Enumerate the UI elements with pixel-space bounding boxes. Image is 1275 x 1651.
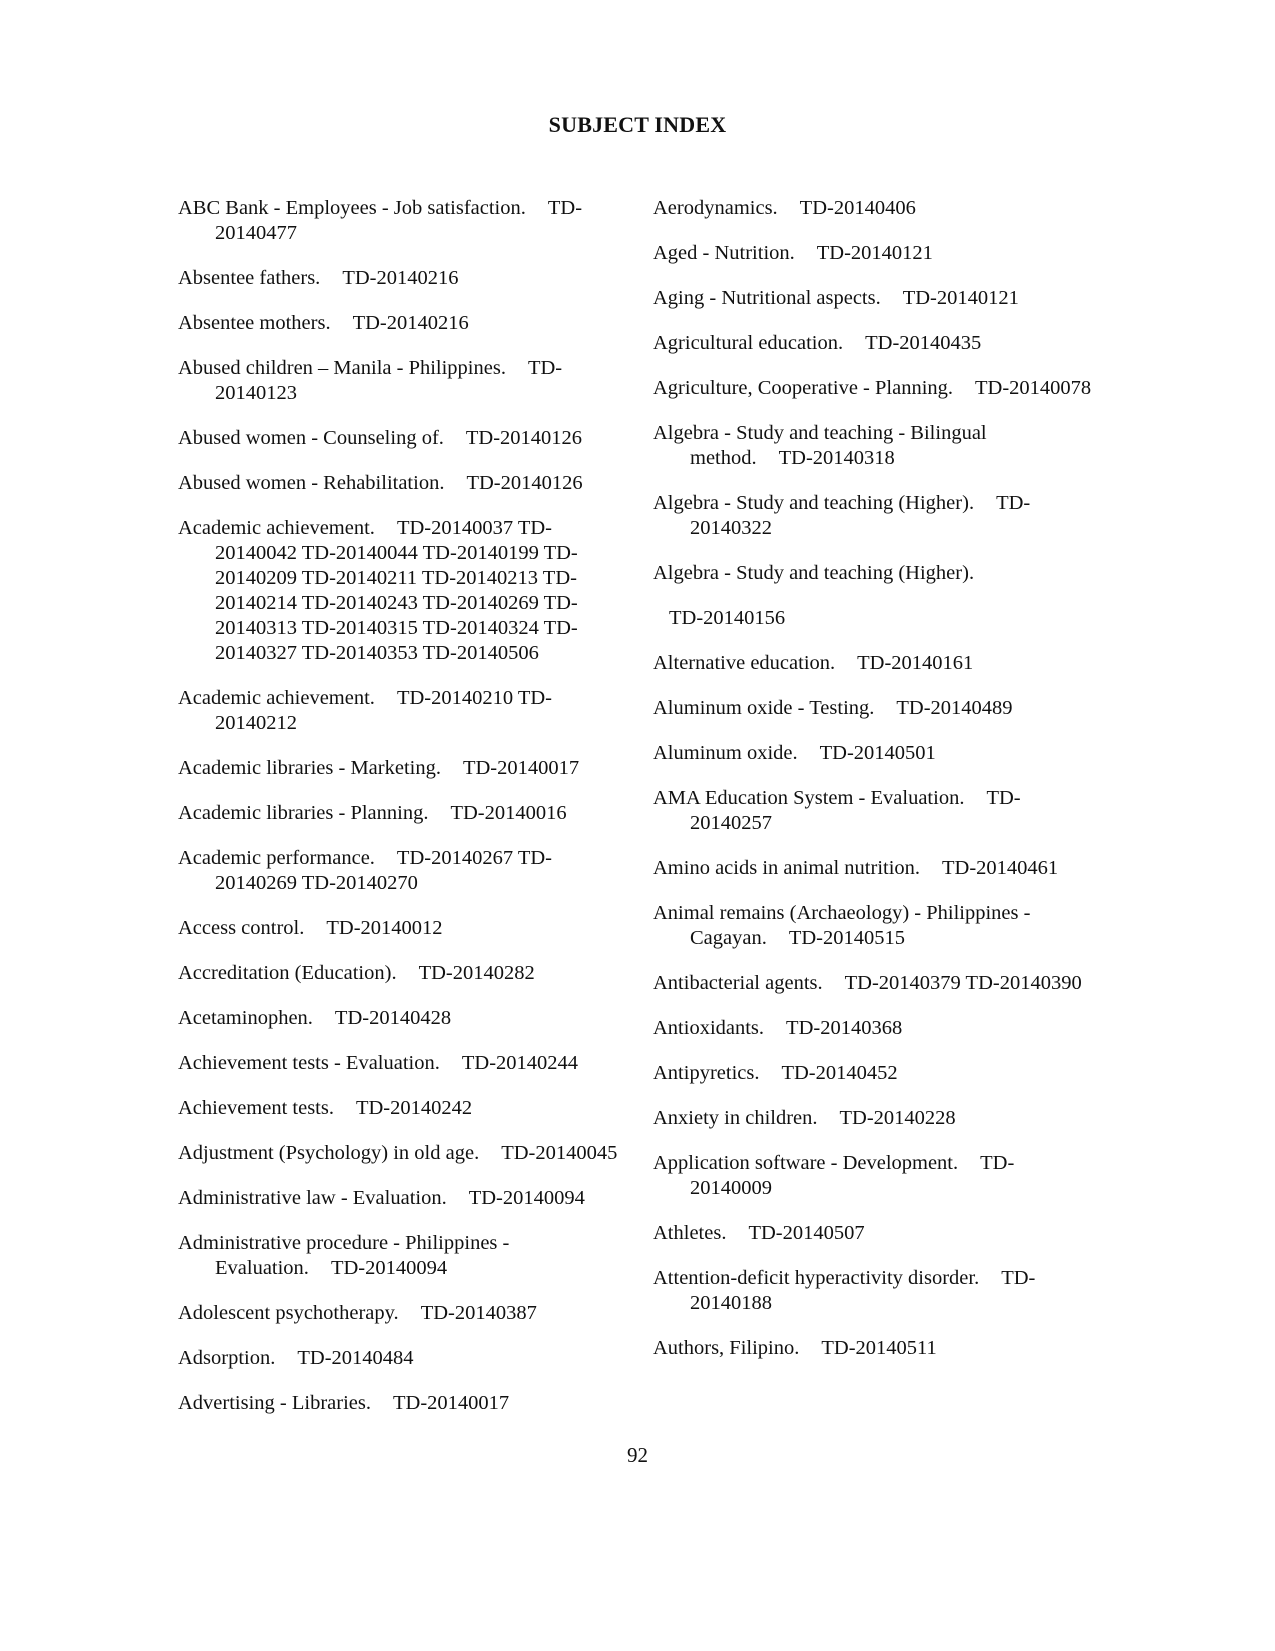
index-entry (653, 901, 1093, 951)
entry-heading: Achievement tests. (178, 1097, 334, 1119)
entry-heading: Absentee fathers. (178, 267, 321, 289)
entry-heading: Antipyretics. (653, 1062, 760, 1084)
entry-heading: Agriculture, Cooperative - Planning. (653, 377, 954, 399)
index-entry (178, 1006, 618, 1031)
entry-heading: Antioxidants. (653, 1017, 765, 1039)
entry-heading: Administrative law - Evaluation. (178, 1187, 447, 1209)
entry-numbers: TD-20140094 (468, 1187, 585, 1209)
index-entry (178, 916, 618, 941)
entry-numbers: TD-20140318 (778, 447, 895, 469)
entry-heading: Adolescent psychotherapy. (178, 1302, 399, 1324)
index-entry (653, 1151, 1093, 1201)
index-entry (178, 1096, 618, 1121)
index-entry (178, 1051, 618, 1076)
index-entry (178, 516, 618, 666)
entry-heading: Adsorption. (178, 1347, 276, 1369)
entry-heading: Accreditation (Education). (178, 962, 397, 984)
index-entry (653, 1336, 1093, 1361)
index-entry (178, 1186, 618, 1211)
index-entry (178, 196, 618, 246)
entry-heading: Abused women - Rehabilitation. (178, 472, 445, 494)
entry-heading: Amino acids in animal nutrition. (653, 857, 921, 879)
index-entry (178, 1391, 618, 1416)
entry-numbers: TD-20140161 (857, 652, 974, 674)
entry-heading: Aged - Nutrition. (653, 242, 795, 264)
entry-numbers: TD-20140126 (466, 472, 583, 494)
entry-numbers: TD-20140078 (975, 377, 1092, 399)
entry-numbers: TD-20140477 (215, 197, 583, 244)
index-entry (653, 786, 1093, 836)
entry-numbers: TD-20140216 (352, 312, 469, 334)
entry-numbers: TD-20140121 (902, 287, 1019, 309)
entry-heading: Athletes. (653, 1222, 727, 1244)
entry-heading: Aging - Nutritional aspects. (653, 287, 881, 309)
entry-heading: Acetaminophen. (178, 1007, 313, 1029)
index-entry (653, 856, 1093, 881)
entry-numbers: TD-20140379 TD-20140390 (844, 972, 1082, 994)
index-entry (178, 686, 618, 736)
index-column-left (178, 196, 618, 1436)
index-entry (653, 606, 1093, 631)
page-number: 92 (627, 1443, 648, 1467)
entry-numbers: TD-20140094 (330, 1257, 448, 1279)
index-entry (178, 801, 618, 826)
index-entry (178, 311, 618, 336)
entry-numbers: TD-20140242 (355, 1097, 473, 1119)
index-entry (178, 846, 618, 896)
entry-numbers: TD-20140121 (816, 242, 933, 264)
entry-heading: Attention-deficit hyperactivity disorder. (653, 1267, 980, 1289)
index-entry (178, 1141, 618, 1166)
index-column-right (653, 196, 1093, 1381)
entry-heading: Academic achievement. (178, 517, 375, 539)
entry-numbers: TD-20140257 (690, 787, 1021, 834)
entry-heading: Alternative education. (653, 652, 836, 674)
entry-numbers: TD-20140123 (215, 357, 563, 404)
entry-heading: Animal remains (Archaeology) - Philippines - Cagayan. (653, 902, 1036, 949)
index-entry (178, 1346, 618, 1371)
entry-numbers: TD-20140428 (334, 1007, 452, 1029)
entry-heading: Algebra - Study and teaching (Higher). (653, 562, 975, 584)
index-entry (653, 696, 1093, 721)
index-entry (178, 1301, 618, 1326)
index-entry (653, 376, 1093, 401)
entry-numbers: TD-20140507 (748, 1222, 865, 1244)
index-entry (178, 426, 618, 451)
entry-numbers: TD-20140244 (461, 1052, 579, 1074)
entry-numbers: TD-20140017 (393, 1392, 510, 1414)
entry-heading: Absentee mothers. (178, 312, 331, 334)
entry-heading: Algebra - Study and teaching - Bilingual method. (653, 422, 992, 469)
entry-numbers: TD-20140511 (821, 1337, 937, 1359)
entry-numbers: TD-20140452 (781, 1062, 898, 1084)
entry-numbers: TD-20140188 (690, 1267, 1036, 1314)
entry-heading: Aluminum oxide - Testing. (653, 697, 875, 719)
index-entry (178, 266, 618, 291)
entry-heading: Adjustment (Psychology) in old age. (178, 1142, 480, 1164)
index-entry (653, 196, 1093, 221)
entry-heading: Application software - Development. (653, 1152, 959, 1174)
index-entry (178, 1231, 618, 1281)
entry-heading: Academic libraries - Marketing. (178, 757, 441, 779)
entry-numbers: TD-20140228 (839, 1107, 956, 1129)
index-entry (653, 971, 1093, 996)
index-entry (653, 1221, 1093, 1246)
index-entry (653, 421, 1093, 471)
entry-numbers: TD-20140282 (418, 962, 535, 984)
index-entry (178, 756, 618, 781)
page-title: SUBJECT INDEX (548, 112, 727, 137)
entry-heading: Algebra - Study and teaching (Higher). (653, 492, 975, 514)
index-entry (653, 651, 1093, 676)
entry-numbers: TD-20140210 TD-20140212 (215, 687, 552, 734)
entry-heading: Anxiety in children. (653, 1107, 818, 1129)
entry-heading: Academic achievement. (178, 687, 375, 709)
entry-numbers: TD-20140489 (896, 697, 1013, 719)
index-entry (653, 561, 1093, 586)
entry-numbers: TD-20140009 (690, 1152, 1015, 1199)
entry-numbers: TD-20140484 (297, 1347, 414, 1369)
entry-numbers: TD-20140322 (690, 492, 1031, 539)
entry-numbers: TD-20140126 (465, 427, 583, 449)
index-entry (178, 471, 618, 496)
entry-heading: Achievement tests - Evaluation. (178, 1052, 440, 1074)
index-entry (653, 1266, 1093, 1316)
entry-heading: Access control. (178, 917, 305, 939)
entry-heading: Abused women - Counseling of. (178, 427, 444, 449)
entry-heading: Academic performance. (178, 847, 375, 869)
index-entry (653, 491, 1093, 541)
entry-heading: Aluminum oxide. (653, 742, 798, 764)
entry-heading: Administrative procedure - Philippines - Evaluation. (178, 1232, 515, 1279)
entry-heading: Advertising - Libraries. (178, 1392, 371, 1414)
entry-numbers: TD-20140037 TD-20140042 TD-20140044 TD-20140199 TD-20140209 TD-20140211 TD-20140213 TD-20140214 TD-20140243 TD-20140269 TD-20140313 TD-20140315 TD-20140324 TD-20140327 TD-20140353 TD-20140506 (215, 517, 578, 664)
index-entry (653, 331, 1093, 356)
entry-numbers: TD-20140387 (420, 1302, 537, 1324)
entry-numbers: TD-20140216 (342, 267, 459, 289)
entry-numbers: TD-20140461 (942, 857, 1059, 879)
entry-numbers: TD-20140368 (786, 1017, 903, 1039)
entry-numbers: TD-20140435 (865, 332, 982, 354)
entry-numbers: TD-20140012 (326, 917, 443, 939)
entry-numbers: TD-20140406 (799, 197, 916, 219)
entry-numbers: TD-20140267 TD-20140269 TD-20140270 (215, 847, 552, 894)
index-entry (178, 356, 618, 406)
index-entry (653, 741, 1093, 766)
index-entry (178, 961, 618, 986)
entry-heading: ABC Bank - Employees - Job satisfaction. (178, 197, 526, 219)
entry-numbers: TD-20140515 (788, 927, 906, 949)
index-entry (653, 286, 1093, 311)
entry-numbers: TD-20140017 (462, 757, 580, 779)
entry-heading: Agricultural education. (653, 332, 844, 354)
entry-heading: Academic libraries - Planning. (178, 802, 429, 824)
entry-heading: AMA Education System - Evaluation. (653, 787, 965, 809)
entry-heading: Antibacterial agents. (653, 972, 823, 994)
entry-heading: Aerodynamics. (653, 197, 778, 219)
entry-numbers: TD-20140045 (501, 1142, 618, 1164)
entry-numbers: TD-20140501 (819, 742, 936, 764)
index-entry (653, 1106, 1093, 1131)
index-entry (653, 241, 1093, 266)
index-entry (653, 1061, 1093, 1086)
entry-numbers: TD-20140016 (450, 802, 567, 824)
entry-heading: Abused children – Manila - Philippines. (178, 357, 506, 379)
index-entry (653, 1016, 1093, 1041)
entry-numbers: TD-20140156 (669, 607, 786, 629)
entry-heading: Authors, Filipino. (653, 1337, 800, 1359)
